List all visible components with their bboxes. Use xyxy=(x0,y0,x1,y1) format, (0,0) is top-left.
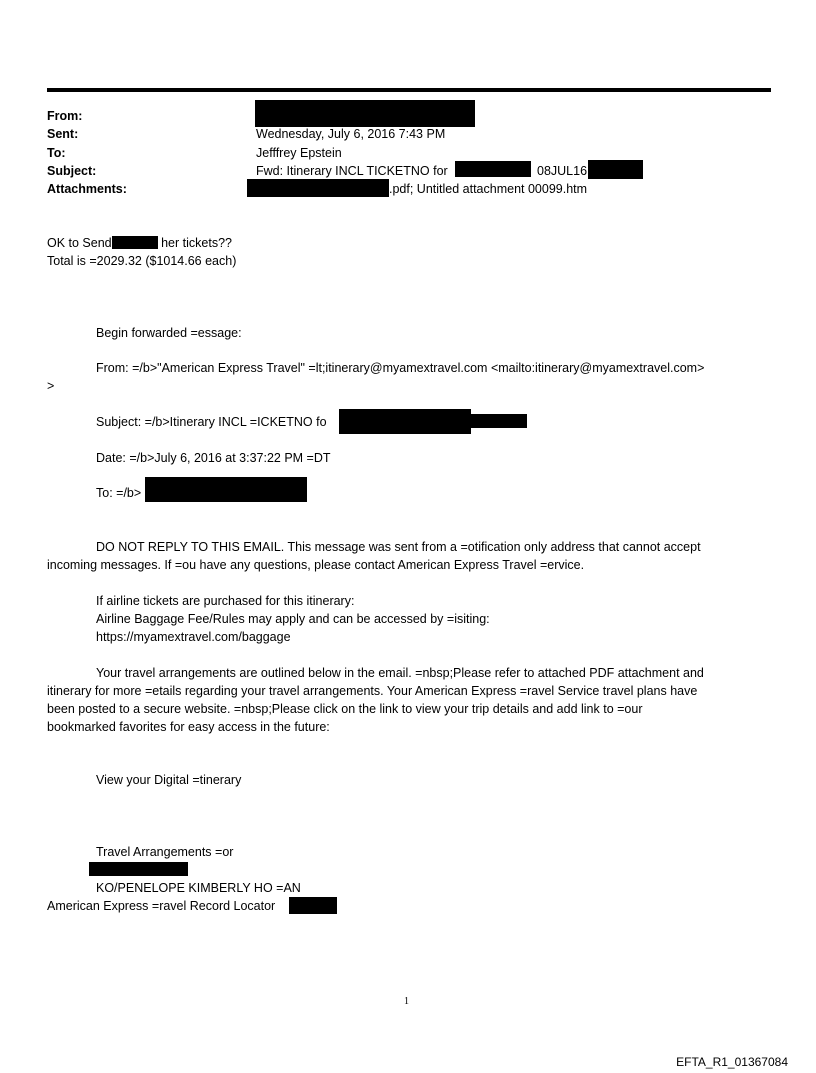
redaction-record-locator xyxy=(289,897,337,914)
attachments-value: .pdf; Untitled attachment 00099.htm xyxy=(389,182,588,196)
to-value: Jefffrey Epstein xyxy=(256,146,342,160)
arrangements-line3: been posted to a secure website. =nbsp;Please click on the link to view your trip details and add link to =our xyxy=(47,702,643,716)
record-locator: American Express =ravel Record Locator xyxy=(47,899,276,913)
subject-prefix: Fwd: Itinerary INCL TICKETNO for xyxy=(256,164,448,178)
travel-arrangements-for: Travel Arrangements =or xyxy=(96,845,234,859)
redaction-fwd-subject-1 xyxy=(339,409,471,434)
redaction-from xyxy=(255,100,475,127)
fwd-date: Date: =/b>July 6, 2016 at 3:37:22 PM =DT xyxy=(96,451,331,465)
page-number: 1 xyxy=(404,996,409,1007)
redaction-fwd-to xyxy=(145,477,307,502)
fwd-to: To: =/b> xyxy=(96,486,142,500)
subject-label: Subject: xyxy=(47,164,97,178)
view-itinerary-link[interactable]: View your Digital =tinerary xyxy=(96,773,242,787)
redaction-attachment-name xyxy=(247,179,389,197)
redaction-recipient xyxy=(112,236,158,249)
attachments-label: Attachments: xyxy=(47,182,127,196)
body-line1-end: her tickets?? xyxy=(161,236,232,250)
baggage-line1: If airline tickets are purchased for this itinerary: xyxy=(96,594,355,608)
arrangements-line1: Your travel arrangements are outlined below in the email. =nbsp;Please refer to attached PDF attachment and xyxy=(96,666,704,680)
sent-value: Wednesday, July 6, 2016 7:43 PM xyxy=(256,127,446,141)
no-reply-line2: incoming messages. If =ou have any questions, please contact American Express Travel =ervice. xyxy=(47,558,585,572)
no-reply-line1: DO NOT REPLY TO THIS EMAIL. This message was sent from a =otification only address that cannot accept xyxy=(96,540,701,554)
fwd-subject: Subject: =/b>Itinerary INCL =ICKETNO fo xyxy=(96,415,327,429)
baggage-link[interactable]: https://myamextravel.com/baggage xyxy=(96,630,291,644)
arrangements-line2: itinerary for more =etails regarding your travel arrangements. Your American Express =ravel Service travel plans have xyxy=(47,684,698,698)
body-line1 xyxy=(47,235,232,251)
arrangements-line4: bookmarked favorites for easy access in the future: xyxy=(47,720,330,734)
passenger-name: KO/PENELOPE KIMBERLY HO =AN xyxy=(96,881,301,895)
to-label: To: xyxy=(47,146,66,160)
body-line1-start: OK to Send xyxy=(47,236,112,250)
fwd-from-cont: > xyxy=(47,379,55,393)
from-label: From: xyxy=(47,109,83,123)
redaction-fwd-subject-2 xyxy=(471,414,527,428)
redaction-travel-arrangements xyxy=(89,862,188,876)
subject-date: 08JUL16 xyxy=(537,164,588,178)
redaction-subject-name xyxy=(455,161,531,177)
redaction-subject-end xyxy=(588,160,643,179)
fwd-begin: Begin forwarded =essage: xyxy=(96,326,242,340)
body-total: Total is =2029.32 ($1014.66 each) xyxy=(47,254,237,268)
sent-label: Sent: xyxy=(47,127,79,141)
document-id: EFTA_R1_01367084 xyxy=(676,1055,788,1069)
fwd-from: From: =/b>"American Express Travel" =lt;itinerary@myamextravel.com <mailto:itinerary@myamextravel.com> xyxy=(96,361,705,375)
baggage-line2: Airline Baggage Fee/Rules may apply and can be accessed by =isiting: xyxy=(96,612,490,626)
header-rule xyxy=(47,88,771,92)
